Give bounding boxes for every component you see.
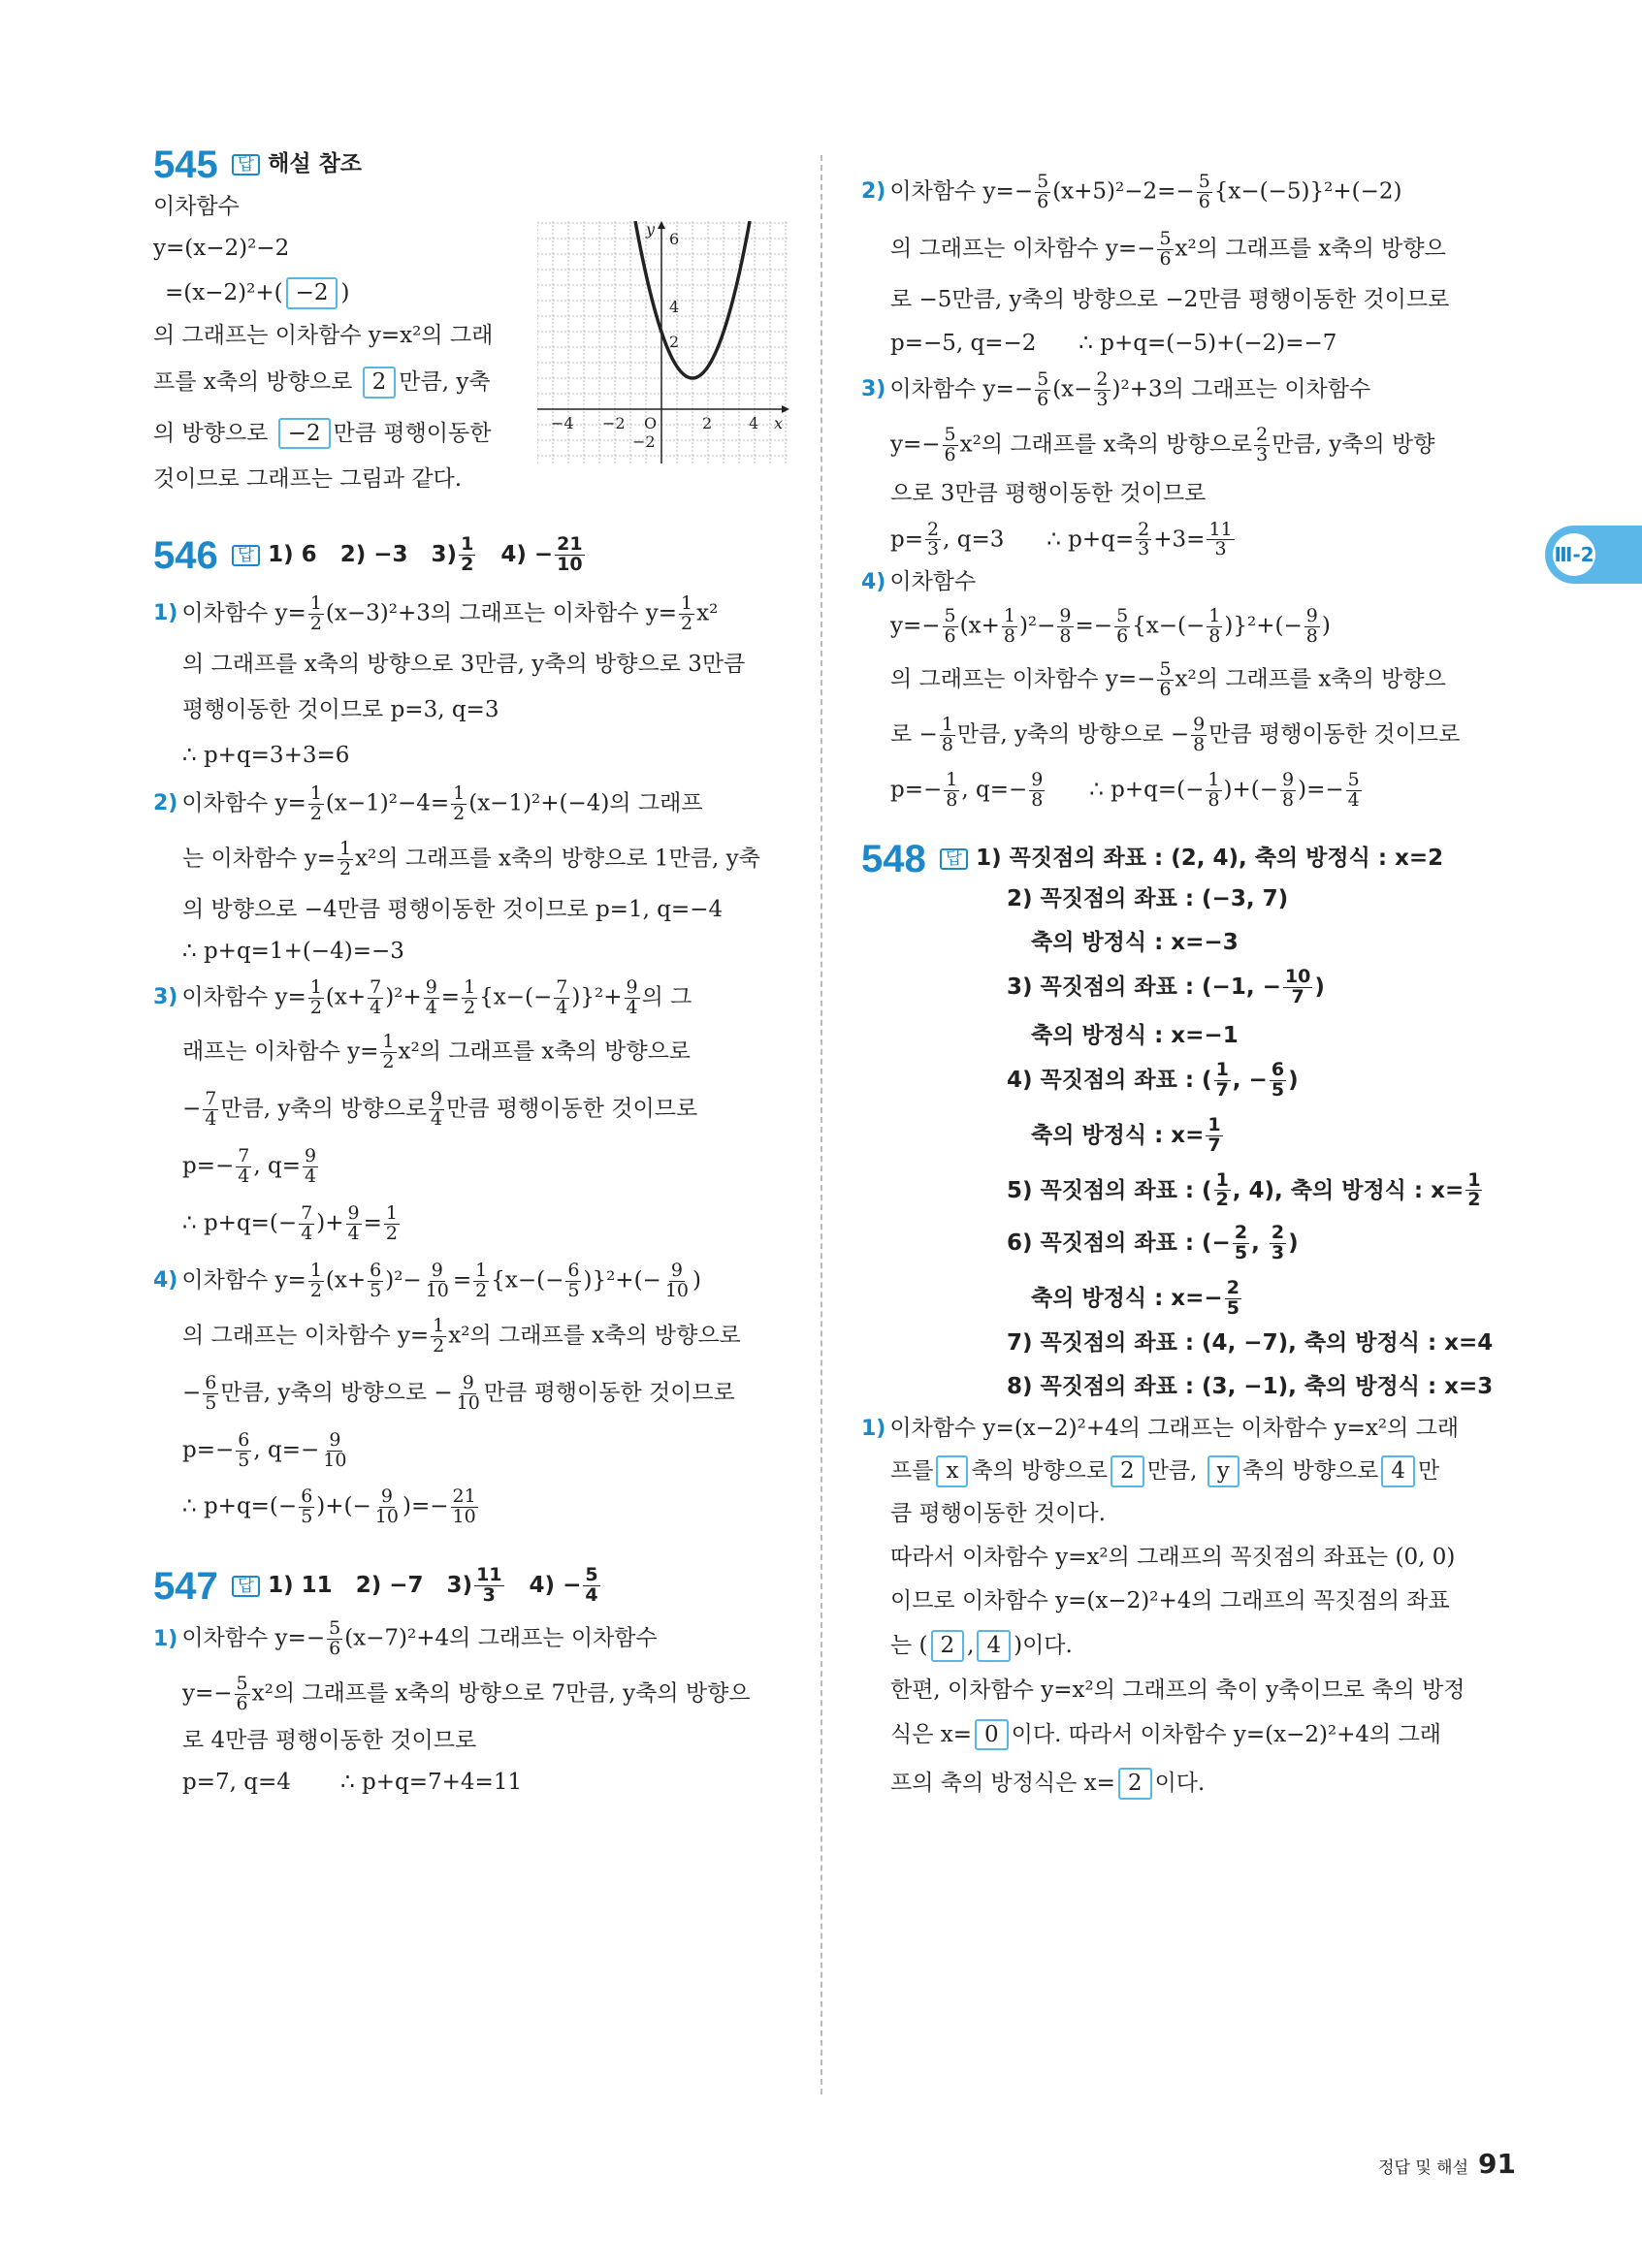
right-column	[861, 173, 1492, 1800]
blank-box: 2	[363, 367, 397, 399]
answer-line: 3) 꼭짓점의 좌표 : (−1, − $\frac{10}{7}$ )	[1007, 965, 1325, 1007]
blank-box: 0	[975, 1719, 1009, 1751]
text-line: 큼 평행이동한 것이다.	[890, 1500, 1106, 1526]
text-line: ∴ p+q=3+3=6	[182, 742, 350, 768]
footer-label: 정답 및 해설	[1378, 2158, 1469, 2178]
step-1: 1) 이차함수 y=(x−2)²+4의 그래프는 이차함수 y=x²의 그래	[861, 1416, 1460, 1442]
text-line: 프를 x축의 방향으로 2 만큼, y축	[153, 367, 784, 399]
chapter-tab-label: Ⅲ-2	[1553, 533, 1595, 576]
answer-line: 1) 꼭짓점의 좌표 : (2, 4), 축의 방정식 : x=2	[976, 845, 1444, 871]
text-line: 식은 x= 0 이다. 따라서 이차함수 y=(x−2)²+4의 그래	[861, 1719, 1492, 1751]
problem-number: 546	[153, 533, 218, 577]
text-line: p=7, q=4 ∴ p+q=7+4=11	[182, 1770, 523, 1795]
step-4: 4) 이차함수 y= $\frac{1}{2}$ (x+ $\frac{6}{5}$ )²− $\frac{9}{10}$ = $\frac{1}{2}$ {x−(− $\frac{6}{5}$ )}²+(− $\frac{9}{10}$ )	[153, 1259, 701, 1301]
x-tick-label: −4	[551, 414, 574, 432]
text-line: 의 그래프는 이차함수 y= $\frac{1}{2}$ x²의 그래프를 x축의 방향으로	[182, 1314, 741, 1357]
problem-number: 547	[153, 1565, 218, 1609]
text-line: ∴ p+q=(− $\frac{6}{5}$ )+(− $\frac{9}{10}$ )=− $\frac{21}{10}$	[182, 1485, 476, 1528]
blank-box: 2	[1118, 1768, 1152, 1800]
parabola-graph	[537, 221, 789, 463]
text-line: 로 −5만큼, y축의 방향으로 −2만큼 평행이동한 것이므로	[890, 286, 1450, 312]
problem-546	[153, 535, 784, 1527]
answer-line: 축의 방정식 : x=−3	[1031, 929, 1239, 955]
y-tick-label: 6	[669, 230, 680, 248]
text-line: 으로 3만큼 평행이동한 것이므로	[890, 480, 1207, 506]
problem-548	[861, 837, 1494, 1800]
column-divider	[821, 155, 822, 2094]
blank-box: −2	[286, 277, 338, 309]
answer-line: 2) 꼭짓점의 좌표 : (−3, 7)	[1007, 885, 1289, 911]
y-axis-label: y	[646, 221, 656, 239]
left-column	[153, 145, 784, 1794]
text-line: 평행이동한 것이므로 p=3, q=3	[182, 696, 499, 722]
y-tick-label: 4	[669, 298, 680, 316]
step-2: 2) 이차함수 y= $\frac{1}{2}$ (x−1)²−4= $\frac{1}{2}$ (x−1)²+(−4)의 그래프	[153, 782, 703, 824]
text-line: ∴ p+q=1+(−4)=−3	[182, 938, 404, 964]
text-line: p=−5, q=−2 ∴ p+q=(−5)+(−2)=−7	[890, 330, 1337, 356]
text-line: y=(x−2)²−2	[153, 236, 290, 261]
text-line: 는 ( 2 , 4 )이다.	[861, 1630, 1492, 1662]
blank-box: 2	[1111, 1455, 1144, 1487]
text-line: 의 그래프는 이차함수 y=− $\frac{5}{6}$ x²의 그래프를 x축의 방향으	[890, 227, 1446, 270]
text-line: 이차함수	[153, 194, 240, 219]
x-tick-label: 2	[702, 414, 713, 432]
text-line: p= $\frac{2}{3}$ , q=3 ∴ p+q= $\frac{2}{3}$ +3= $\frac{11}{3}$	[890, 518, 1233, 560]
step-3: 3) 이차함수 y=− $\frac{5}{6}$ (x− $\frac{2}{3}$ )²+3의 그래프는 이차함수	[861, 367, 1371, 410]
text-line: 의 그래프를 x축의 방향으로 3만큼, y축의 방향으로 3만큼	[182, 651, 746, 677]
answer-tag: 답	[232, 545, 260, 566]
x-axis-label: x	[774, 414, 784, 432]
page-footer	[1378, 2148, 1516, 2180]
answer-line: 6) 꼭짓점의 좌표 : (− $\frac{2}{5}$ , $\frac{2}{3}$ )	[1007, 1222, 1299, 1264]
x-tick-label: −2	[602, 414, 626, 432]
answer-value: 해설 참조	[268, 151, 363, 176]
text-line: 것이므로 그래프는 그림과 같다.	[153, 466, 463, 493]
text-line: y=− $\frac{5}{6}$ (x+ $\frac{1}{8}$ )²− $\frac{9}{8}$ =− $\frac{5}{6}$ {x−(− $\frac{1}{8}$ )}²+(− $\frac{9}{8}$ )	[890, 605, 1331, 648]
chapter-tab	[1545, 526, 1642, 584]
text-line: 의 그래프는 이차함수 y=x²의 그래	[153, 322, 494, 348]
text-line: =(x−2)²+( −2 )	[153, 277, 784, 309]
step-1: 1) 이차함수 y=− $\frac{5}{6}$ (x−7)²+4의 그래프는 이차함수	[153, 1617, 658, 1660]
answer-line: 5) 꼭짓점의 좌표 : ( $\frac{1}{2}$ , 4), 축의 방정식 : x= $\frac{1}{2}$	[1007, 1168, 1481, 1211]
x-tick-label: 4	[749, 414, 759, 432]
answer-line: 축의 방정식 : x=− $\frac{2}{5}$	[1031, 1277, 1240, 1320]
blank-box: 4	[1381, 1455, 1415, 1487]
answer-line: 7) 꼭짓점의 좌표 : (4, −7), 축의 방정식 : x=4	[1007, 1330, 1494, 1357]
answer-tag: 답	[232, 154, 260, 176]
text-line: − $\frac{7}{4}$ 만큼, y축의 방향으로 $\frac{9}{4}$ 만큼 평행이동한 것이므로	[182, 1088, 698, 1131]
text-line: 이므로 이차함수 y=(x−2)²+4의 그래프의 꼭짓점의 좌표	[890, 1587, 1450, 1613]
text-line: p=− $\frac{6}{5}$ , q=− $\frac{9}{10}$	[182, 1428, 347, 1471]
text-line: 프를 x 축의 방향으로 2 만큼, y 축의 방향으로 4 만	[861, 1455, 1492, 1487]
answer-tag: 답	[940, 848, 968, 870]
blank-box: 2	[931, 1630, 965, 1662]
text-line: y=− $\frac{5}{6}$ x²의 그래프를 x축의 방향으로 $\frac{2}{3}$ 만큼, y축의 방향	[890, 423, 1435, 465]
answer-line: 8) 꼭짓점의 좌표 : (3, −1), 축의 방정식 : x=3	[1007, 1374, 1494, 1400]
problem-number: 548	[861, 837, 926, 880]
text-line: 의 그래프는 이차함수 y=− $\frac{5}{6}$ x²의 그래프를 x축의 방향으	[890, 658, 1446, 701]
text-line: 로 − $\frac{1}{8}$ 만큼, y축의 방향으로 − $\frac{9}{8}$ 만큼 평행이동한 것이므로	[890, 714, 1461, 756]
blank-box: 4	[977, 1630, 1011, 1662]
answer-line: 4) 꼭짓점의 좌표 : ( $\frac{1}{7}$ , − $\frac{6}{5}$ )	[1007, 1058, 1299, 1101]
answer-line: 축의 방정식 : x=−1	[1031, 1022, 1239, 1048]
text-line: p=− $\frac{1}{8}$ , q=− $\frac{9}{8}$ ∴ p+q=(− $\frac{1}{8}$ )+(− $\frac{9}{8}$ )=− $\frac{5}{4}$	[890, 769, 1360, 811]
text-line: 의 방향으로 −2 만큼 평행이동한	[153, 418, 784, 450]
problem-number: 545	[153, 144, 218, 186]
text-line: p=− $\frac{7}{4}$ , q= $\frac{9}{4}$	[182, 1145, 317, 1188]
problem-547	[153, 1566, 784, 1794]
blank-box: −2	[278, 418, 331, 450]
answer-values: 1) 11 2) −7 3) $\frac{11}{3}$ 4) − $\frac{5}{4}$	[268, 1564, 598, 1607]
text-line: 의 방향으로 −4만큼 평행이동한 것이므로 p=1, q=−4	[182, 896, 724, 922]
answer-line: 축의 방정식 : x= $\frac{1}{7}$	[1031, 1113, 1221, 1156]
text-line: y=− $\frac{5}{6}$ x²의 그래프를 x축의 방향으로 7만큼, y축의 방향으	[182, 1673, 751, 1715]
text-line: ∴ p+q=(− $\frac{7}{4}$ )+ $\frac{9}{4}$ = $\frac{1}{2}$	[182, 1202, 398, 1244]
step-2: 2) 이차함수 y=− $\frac{5}{6}$ (x+5)²−2=− $\frac{5}{6}$ {x−(−5)}²+(−2)	[861, 171, 1402, 212]
x-tick-label: O	[644, 414, 658, 432]
step-4: 4) 이차함수	[861, 569, 977, 595]
answer-tag: 답	[232, 1576, 260, 1597]
y-tick-label: 2	[669, 333, 680, 351]
text-line: 따라서 이차함수 y=x²의 그래프의 꼭짓점의 좌표는 (0, 0)	[890, 1544, 1456, 1570]
page-number: 91	[1478, 2148, 1516, 2180]
step-3: 3) 이차함수 y= $\frac{1}{2}$ (x+ $\frac{7}{4}$ )²+ $\frac{9}{4}$ = $\frac{1}{2}$ {x−(− $\frac{7}{4}$ )}²+ $\frac{9}{4}$ 의 그	[153, 975, 692, 1018]
problem-545	[153, 145, 784, 514]
text-line: 는 이차함수 y= $\frac{1}{2}$ x²의 그래프를 x축의 방향으로 1만큼, y축	[182, 837, 760, 879]
text-line: 프의 축의 방정식은 x= 2 이다.	[861, 1768, 1492, 1800]
blank-box: x	[936, 1455, 968, 1487]
answer-values: 1) 6 2) −3 3) $\frac{1}{2}$ 4) − $\frac{21}{10}$	[268, 533, 583, 575]
step-1: 1) 이차함수 y= $\frac{1}{2}$ (x−3)²+3의 그래프는 이차함수 y= $\frac{1}{2}$ x²	[153, 591, 719, 634]
text-line: 로 4만큼 평행이동한 것이므로	[182, 1728, 477, 1753]
y-tick-label: −2	[632, 432, 656, 451]
text-line: − $\frac{6}{5}$ 만큼, y축의 방향으로 − $\frac{9}{10}$ 만큼 평행이동한 것이므로	[182, 1371, 735, 1414]
text-line: 한편, 이차함수 y=x²의 그래프의 축이 y축이므로 축의 방정	[890, 1677, 1465, 1703]
blank-box: y	[1207, 1455, 1240, 1487]
text-line: 래프는 이차함수 y= $\frac{1}{2}$ x²의 그래프를 x축의 방향으로	[182, 1031, 692, 1073]
